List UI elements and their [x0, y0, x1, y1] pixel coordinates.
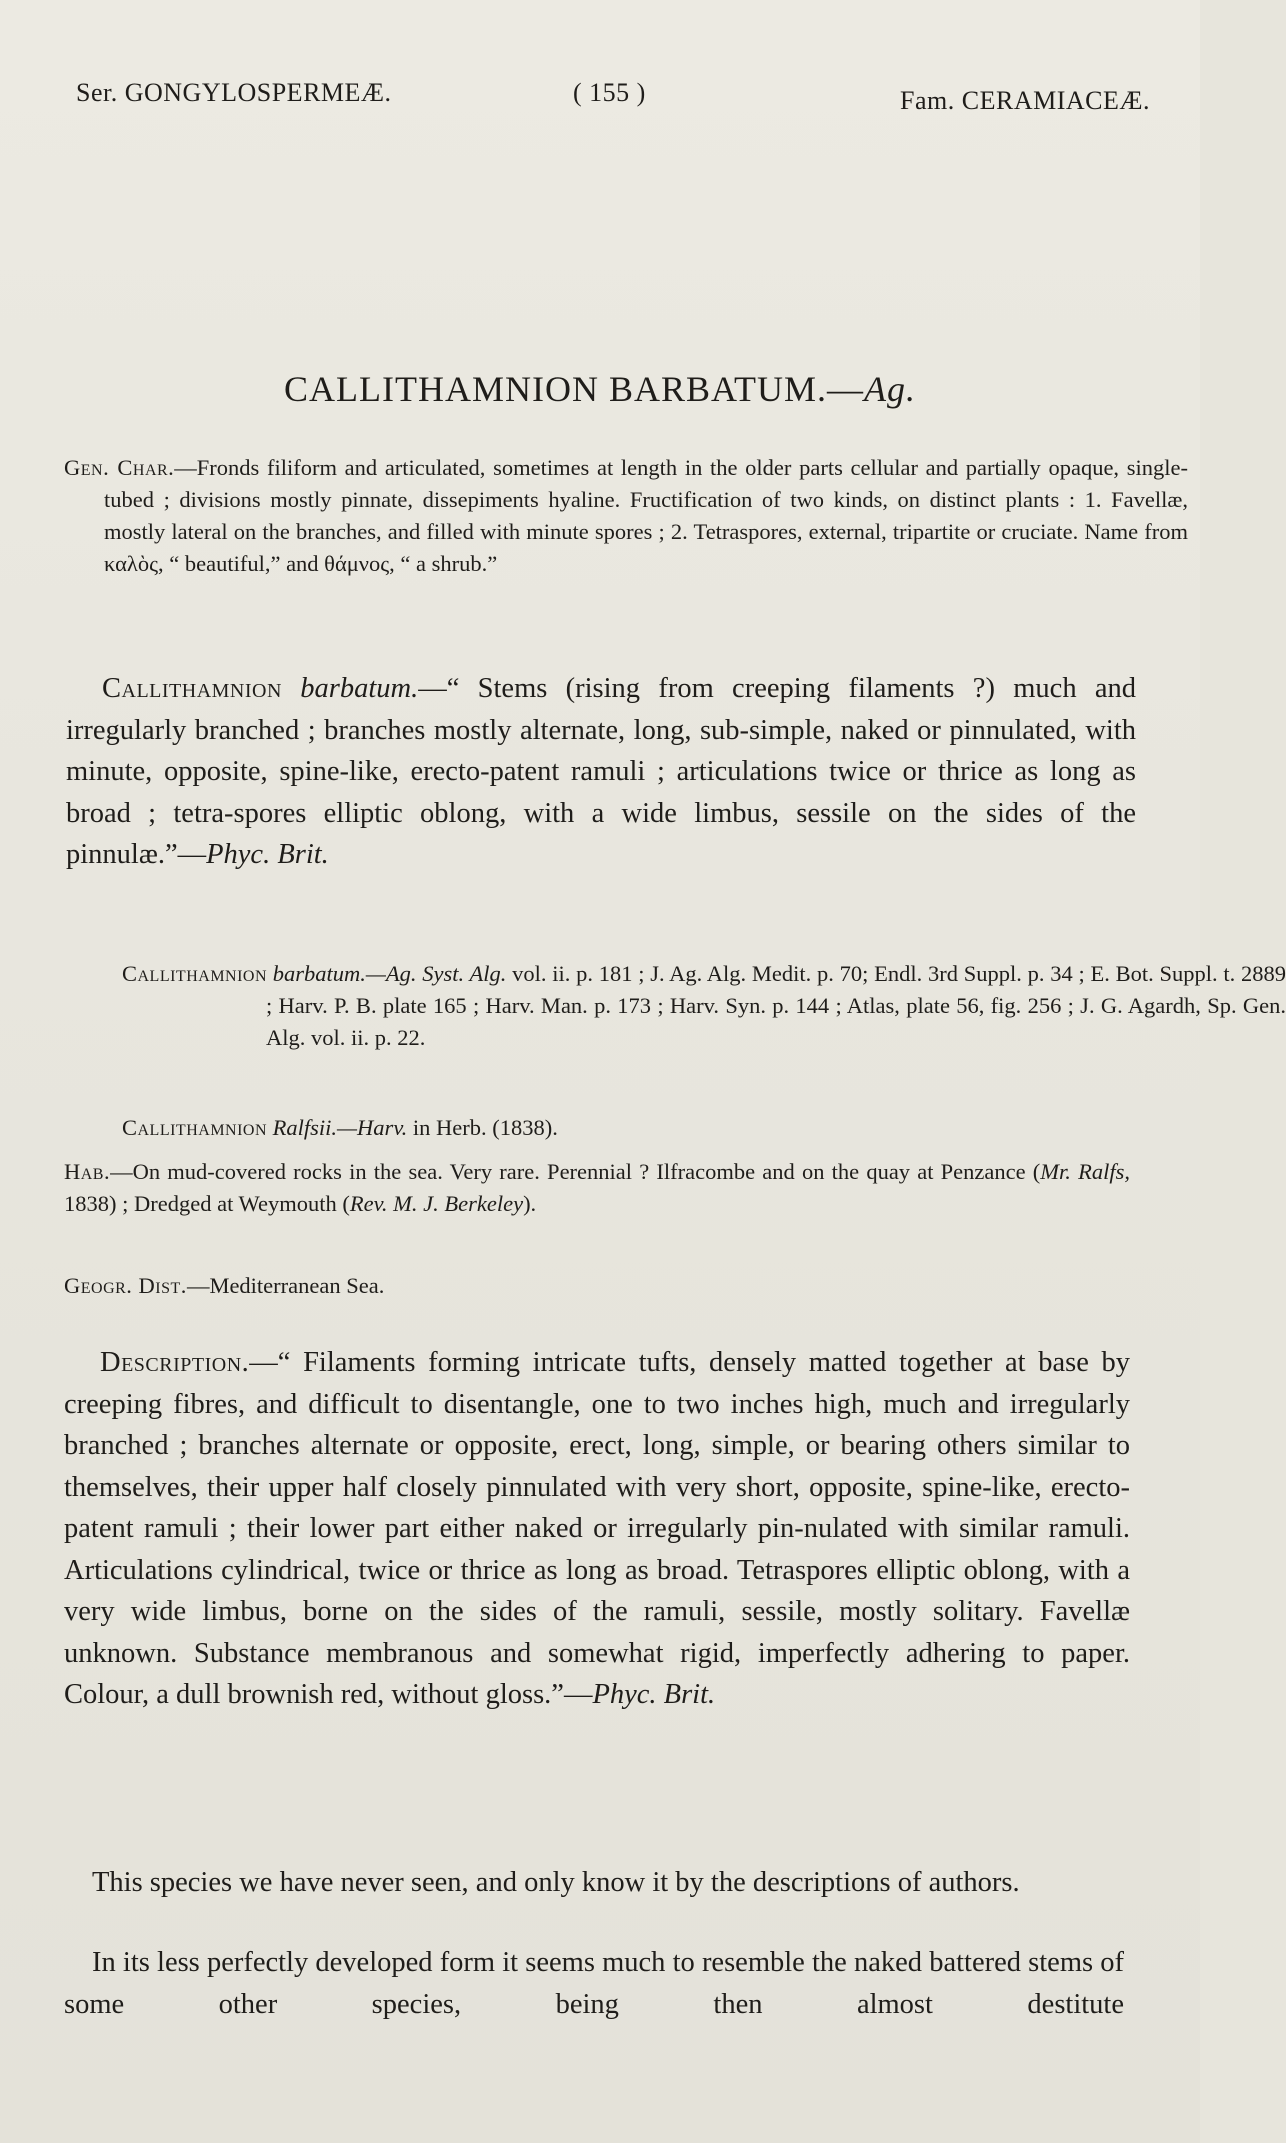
synonym-1-text: vol. ii. p. 181 ; J. Ag. Alg. Medit. p. 70; Endl. 3rd Suppl. p. 34 ; E. Bot. Suppl. t. 2889 ; Harv. P. B. plate 165 ; Harv. Man. p. 173 ; Harv. Syn. p. 144 ; Atlas, plate 56, fig. 256 ; J. G. Agardh, Sp. Gen. Alg. vol. ii. p. 22. — [266, 961, 1286, 1050]
habitat-label: Hab. — [64, 1159, 111, 1184]
geogr-text: —Mediterranean Sea. — [186, 1273, 385, 1298]
remark-paragraph-2 — [64, 1942, 1124, 2025]
species-description-source: Phyc. Brit. — [206, 839, 329, 870]
species-title-author: Ag. — [864, 369, 916, 409]
family-heading: Fam. CERAMIACEÆ. — [900, 86, 1150, 115]
habitat-text-c: ). — [523, 1191, 537, 1216]
description-paragraph — [64, 1342, 1130, 1716]
synonym-entry-2 — [122, 1112, 1142, 1144]
synonym-1-label: Callithamnion — [122, 961, 268, 986]
species-description — [66, 668, 1136, 876]
habitat-italic-a: Mr. Ralfs, — [1040, 1159, 1130, 1184]
description-text: —“ Filaments forming intricate tufts, densely matted together at base by creeping fibres, and difficult to disentangle, one to two inches high, much and irregularly branched ; branches alternate or opposite, erect, long, simple, or bearing others similar to themselves, their upper half closely pinnulated with very short, opposite, spine-like, erecto-patent ramuli ; their lower part either naked or irregularly pin-nulated with similar ramuli. Articulations cylindrical, twice or thrice as long as broad. Tetraspores elliptic oblong, with a very wide limbus, borne on the sides of the ramuli, sessile, mostly solitary. Favellæ unknown. Substance membranous and somewhat rigid, imperfectly adhering to paper. Colour, a dull brownish red, without gloss.”— — [64, 1347, 1130, 1710]
page-number: ( 155 ) — [573, 78, 646, 107]
synonym-1-name: barbatum.—Ag. Syst. Alg. — [272, 961, 507, 986]
remark-2-text: In its less perfectly developed form it seems much to resemble the naked battered stems of some other species, being then almost destitute — [64, 1947, 1124, 2020]
synonym-entry-1 — [122, 958, 1286, 1054]
remark-1-text: This species we have never seen, and only know it by the descriptions of authors. — [92, 1867, 1020, 1898]
habitat — [64, 1156, 1130, 1220]
gen-char-text: —Fronds filiform and articulated, sometimes at length in the older parts cellular and partially opaque, single-tubed ; divisions mostly pinnate, dissepiments hyaline. Fructification of two kinds, on distinct plants : 1. Favellæ, mostly lateral on the branches, and filled with minute spores ; 2. Tetraspores, external, tripartite or cruciate. Name from καλὸς, “ beautiful,” and θάμνος, “ a shrub.” — [104, 455, 1188, 576]
species-title-main: CALLITHAMNION BARBATUM.— — [284, 369, 864, 409]
synonym-2-text: in Herb. (1838). — [412, 1115, 558, 1140]
species-name-italic: barbatum. — [300, 673, 419, 704]
species-description-text: —“ Stems (rising from creeping filaments ?) much and irregularly branched ; branches mostly alternate, long, sub-simple, naked or pinnulated, with minute, opposite, spine-like, erecto-patent ramuli ; articulations twice or thrice as long as broad ; tetra-spores elliptic oblong, with a wide limbus, sessile on the sides of the pinnulæ.”— — [66, 673, 1137, 870]
habitat-text-b: 1838) ; Dredged at Weymouth ( — [64, 1191, 350, 1216]
geographical-distribution — [64, 1270, 1130, 1302]
description-source: Phyc. Brit. — [592, 1679, 716, 1710]
species-name-label: Callithamnion — [102, 673, 282, 704]
habitat-text-a: —On mud-covered rocks in the sea. Very rare. Perennial ? Ilfracombe and on the quay at Penzance ( — [110, 1159, 1041, 1184]
synonym-2-label: Callithamnion — [122, 1115, 268, 1140]
series-heading: Ser. GONGYLOSPERMEÆ. — [76, 78, 392, 107]
gen-char-label: Gen. Char. — [64, 455, 175, 480]
running-head — [76, 78, 1150, 118]
description-label: Description. — [100, 1347, 250, 1378]
remark-paragraph-1 — [64, 1862, 1124, 1904]
habitat-italic-b: Rev. M. J. Berkeley — [349, 1191, 524, 1216]
geogr-label: Geogr. Dist. — [64, 1273, 187, 1298]
species-title — [0, 368, 1200, 410]
generic-character — [64, 452, 1188, 580]
synonym-2-name: Ralfsii.—Harv. — [272, 1115, 408, 1140]
